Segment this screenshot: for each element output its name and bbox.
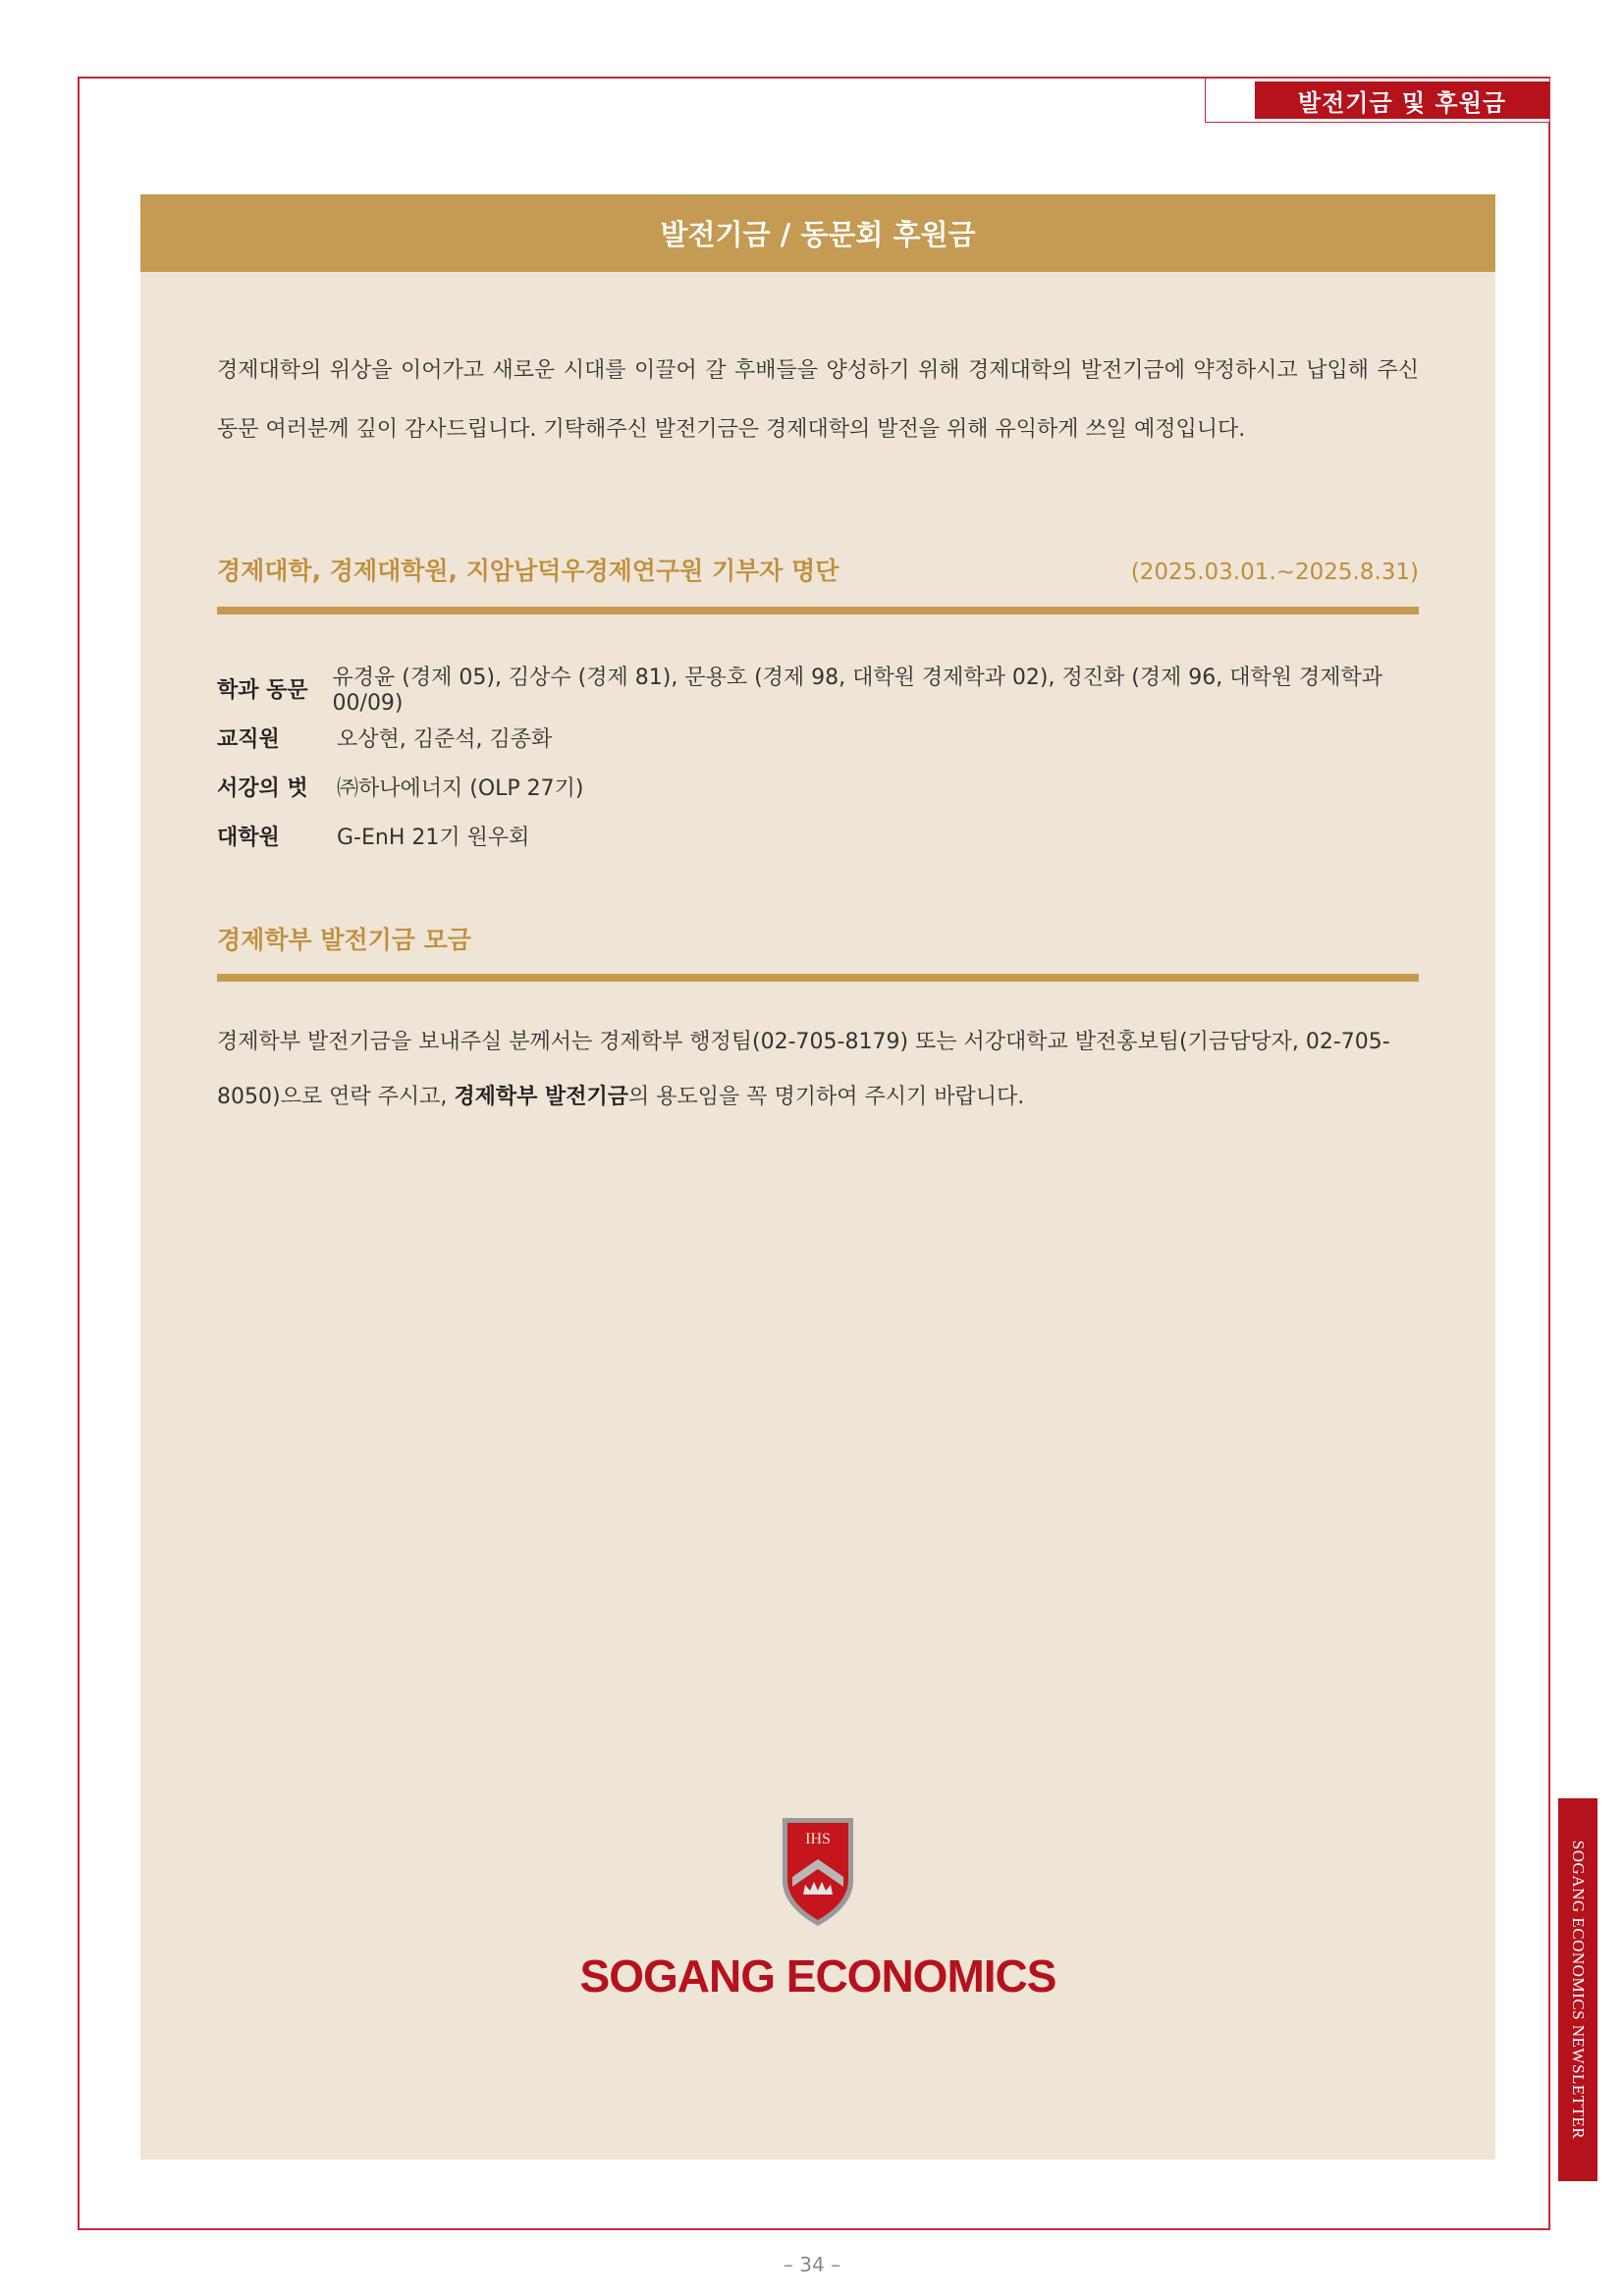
shield-emblem-icon bbox=[777, 1812, 859, 1930]
donors-heading-row bbox=[217, 552, 1419, 587]
content-panel bbox=[140, 194, 1495, 2160]
donor-row bbox=[217, 811, 1419, 860]
fund-text-bold: 경제학부 발전기금 bbox=[454, 1085, 628, 1109]
donor-names: 유경윤 (경제 05), 김상수 (경제 81), 문용호 (경제 98, 대학원 경제학과 02), 정진화 (경제 96, 대학원 경제학과 00/09) bbox=[332, 666, 1383, 716]
fund-text-before: 경제학부 발전기금을 보내주실 분께서는 경제학부 행정팀(02-705-8179) 또는 서강대학교 발전홍보팀(기금담당자, 02-705-8050)으로 연락 주시고, bbox=[217, 1030, 1390, 1109]
fund-heading: 경제학부 발전기금 모금 bbox=[217, 926, 471, 954]
sogang-economics-logo bbox=[140, 1812, 1495, 2002]
donors-divider bbox=[217, 607, 1419, 614]
donor-row bbox=[217, 762, 1419, 811]
fund-paragraph bbox=[217, 1015, 1419, 1125]
section-tab-label: 발전기금 및 후원금 bbox=[1255, 81, 1549, 119]
donor-category: 대학원 bbox=[217, 825, 280, 850]
fund-divider bbox=[217, 974, 1419, 982]
intro-paragraph: 경제대학의 위상을 이어가고 새로운 시대를 이끌어 갈 후배들을 양성하기 위해 경제대학의 발전기금에 약정하시고 납입해 주신 동문 여러분께 깊이 감사드립니다. 기탁해주신 발전기금은 경제대학의 발전을 위해 유익하게 쓰일 예정입니다. bbox=[217, 358, 1419, 442]
donor-row bbox=[217, 664, 1419, 716]
panel-title: 발전기금 / 동문회 후원금 bbox=[140, 194, 1495, 272]
donors-period: (2025.03.01.~2025.8.31) bbox=[1130, 560, 1419, 585]
donor-names: 오상현, 김준석, 김종화 bbox=[337, 726, 553, 752]
side-tab bbox=[1558, 1798, 1597, 2181]
donor-category: 교직원 bbox=[217, 726, 280, 752]
emblem-text: IHS bbox=[805, 1831, 831, 1847]
fund-text-after: 의 용도임을 꼭 명기하여 주시기 바랍니다. bbox=[628, 1085, 1025, 1109]
donor-category: 서강의 벗 bbox=[217, 775, 308, 801]
page-number: – 34 – bbox=[783, 2253, 841, 2276]
donor-category: 학과 동문 bbox=[217, 677, 308, 703]
donor-names: ㈜하나에너지 (OLP 27기) bbox=[337, 775, 584, 801]
fund-heading-row bbox=[217, 921, 1419, 956]
side-tab-label: SOGANG ECONOMICS NEWSLETTER bbox=[1569, 1840, 1588, 2140]
donor-list bbox=[217, 664, 1419, 860]
donor-names: G-EnH 21기 원우회 bbox=[337, 825, 530, 850]
section-tab bbox=[1205, 78, 1550, 123]
logo-wordmark: SOGANG ECONOMICS bbox=[579, 1950, 1056, 2002]
donor-row bbox=[217, 713, 1419, 762]
donors-heading: 경제대학, 경제대학원, 지암남덕우경제연구원 기부자 명단 bbox=[217, 557, 839, 585]
